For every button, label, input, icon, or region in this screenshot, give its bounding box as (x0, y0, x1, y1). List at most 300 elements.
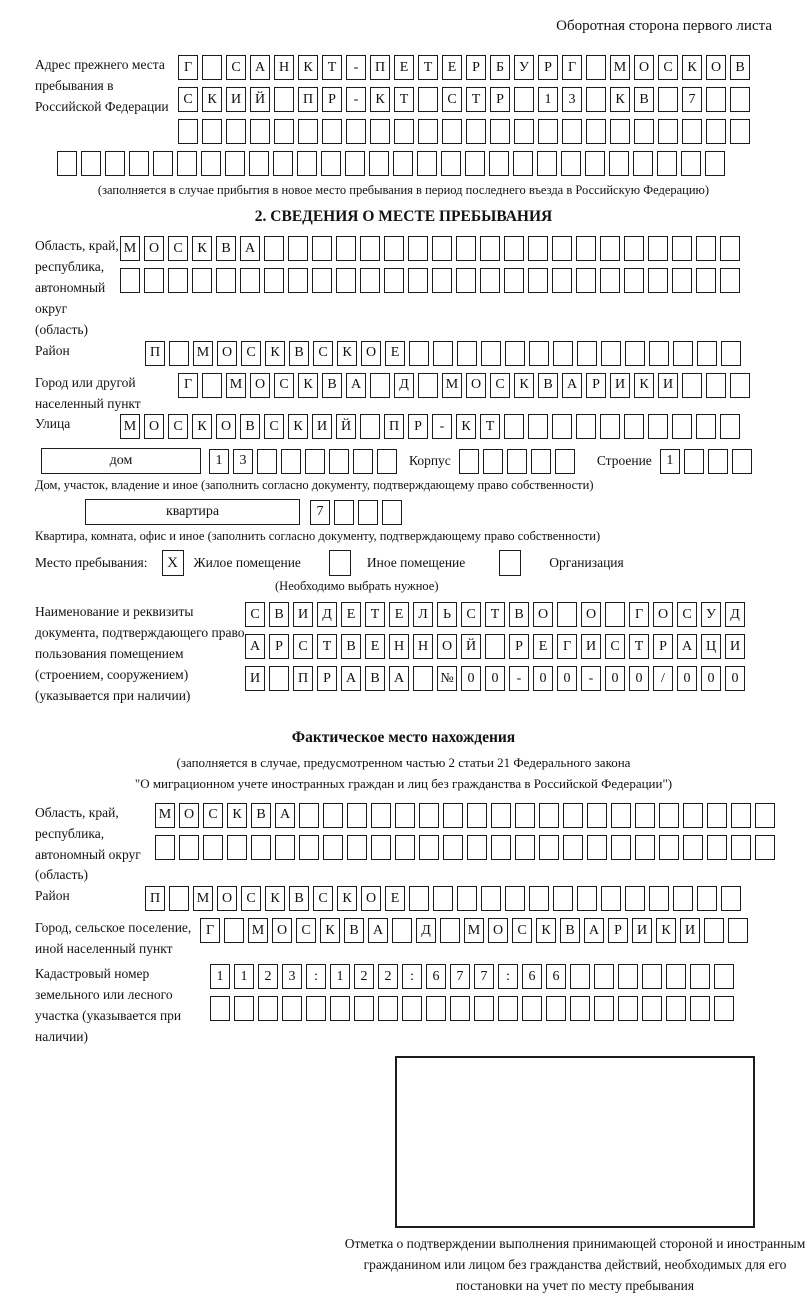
char-cell[interactable]: 1 (210, 964, 230, 989)
char-cell[interactable]: 1 (209, 449, 229, 474)
char-cell[interactable] (485, 634, 505, 659)
char-cell[interactable] (345, 151, 365, 176)
char-cell[interactable]: К (265, 886, 285, 911)
char-cell[interactable] (384, 268, 404, 293)
char-cell[interactable]: Р (322, 87, 342, 112)
char-cell[interactable] (672, 414, 692, 439)
char-cell[interactable] (522, 996, 542, 1021)
char-cell[interactable]: Т (317, 634, 337, 659)
char-cell[interactable]: К (656, 918, 676, 943)
char-cell[interactable] (658, 119, 678, 144)
char-cell[interactable]: И (581, 634, 601, 659)
char-cell[interactable]: : (402, 964, 422, 989)
char-cell[interactable]: М (193, 886, 213, 911)
char-cell[interactable] (528, 236, 548, 261)
char-cell[interactable] (625, 341, 645, 366)
char-cell[interactable]: Р (608, 918, 628, 943)
char-cell[interactable] (419, 835, 439, 860)
char-cell[interactable] (105, 151, 125, 176)
char-cell[interactable]: 0 (725, 666, 745, 691)
char-cell[interactable] (250, 119, 270, 144)
char-cell[interactable]: А (584, 918, 604, 943)
char-cell[interactable]: Н (274, 55, 294, 80)
char-cell[interactable]: А (250, 55, 270, 80)
char-cell[interactable] (682, 373, 702, 398)
char-cell[interactable]: 1 (660, 449, 680, 474)
char-cell[interactable] (728, 918, 748, 943)
char-cell[interactable] (706, 87, 726, 112)
char-cell[interactable] (210, 996, 230, 1021)
char-cell[interactable] (731, 803, 751, 828)
char-cell[interactable]: К (202, 87, 222, 112)
char-cell[interactable]: В (269, 602, 289, 627)
char-cell[interactable] (312, 236, 332, 261)
char-cell[interactable]: К (610, 87, 630, 112)
char-cell[interactable] (673, 886, 693, 911)
char-cell[interactable] (714, 996, 734, 1021)
char-cell[interactable] (546, 996, 566, 1021)
char-cell[interactable] (635, 835, 655, 860)
char-cell[interactable] (755, 803, 775, 828)
char-cell[interactable] (563, 835, 583, 860)
char-cell[interactable] (611, 835, 631, 860)
char-cell[interactable] (697, 886, 717, 911)
char-cell[interactable] (577, 886, 597, 911)
char-cell[interactable] (202, 373, 222, 398)
char-cell[interactable]: Г (557, 634, 577, 659)
char-cell[interactable]: 0 (605, 666, 625, 691)
char-cell[interactable]: Р (269, 634, 289, 659)
char-cell[interactable]: С (274, 373, 294, 398)
char-cell[interactable] (178, 119, 198, 144)
char-cell[interactable]: 3 (562, 87, 582, 112)
char-cell[interactable] (282, 996, 302, 1021)
char-cell[interactable]: Г (562, 55, 582, 80)
char-cell[interactable] (432, 268, 452, 293)
char-cell[interactable]: 2 (354, 964, 374, 989)
char-cell[interactable]: 7 (682, 87, 702, 112)
char-cell[interactable]: С (264, 414, 284, 439)
char-cell[interactable] (624, 268, 644, 293)
char-cell[interactable] (672, 236, 692, 261)
char-cell[interactable] (201, 151, 221, 176)
char-cell[interactable] (382, 500, 402, 525)
char-cell[interactable] (659, 835, 679, 860)
char-cell[interactable] (539, 803, 559, 828)
char-cell[interactable] (552, 236, 572, 261)
char-cell[interactable]: Н (413, 634, 433, 659)
char-cell[interactable]: О (581, 602, 601, 627)
char-cell[interactable] (586, 55, 606, 80)
char-cell[interactable]: В (251, 803, 271, 828)
char-cell[interactable] (618, 964, 638, 989)
char-cell[interactable]: А (275, 803, 295, 828)
char-cell[interactable] (120, 268, 140, 293)
char-cell[interactable] (609, 151, 629, 176)
char-cell[interactable] (224, 918, 244, 943)
char-cell[interactable] (553, 341, 573, 366)
char-cell[interactable]: И (226, 87, 246, 112)
char-cell[interactable]: В (240, 414, 260, 439)
char-cell[interactable]: С (168, 236, 188, 261)
char-cell[interactable] (299, 835, 319, 860)
char-cell[interactable] (360, 414, 380, 439)
char-cell[interactable]: И (725, 634, 745, 659)
char-cell[interactable]: С (605, 634, 625, 659)
char-cell[interactable] (370, 119, 390, 144)
char-cell[interactable]: О (488, 918, 508, 943)
char-cell[interactable] (225, 151, 245, 176)
char-cell[interactable] (648, 236, 668, 261)
checkbox-zhiloe[interactable]: X (162, 550, 184, 576)
char-cell[interactable]: О (361, 886, 381, 911)
char-cell[interactable] (731, 835, 751, 860)
char-cell[interactable]: Р (586, 373, 606, 398)
char-cell[interactable] (202, 119, 222, 144)
char-cell[interactable]: В (344, 918, 364, 943)
char-cell[interactable]: В (289, 886, 309, 911)
char-cell[interactable] (409, 341, 429, 366)
char-cell[interactable]: С (658, 55, 678, 80)
char-cell[interactable]: И (658, 373, 678, 398)
char-cell[interactable]: К (337, 886, 357, 911)
char-cell[interactable] (539, 835, 559, 860)
char-cell[interactable] (649, 886, 669, 911)
char-cell[interactable] (505, 886, 525, 911)
char-cell[interactable]: Е (442, 55, 462, 80)
char-cell[interactable] (505, 341, 525, 366)
char-cell[interactable] (553, 886, 573, 911)
char-cell[interactable]: П (293, 666, 313, 691)
char-cell[interactable] (353, 449, 373, 474)
char-cell[interactable]: 1 (330, 964, 350, 989)
char-cell[interactable] (323, 803, 343, 828)
char-cell[interactable]: Р (408, 414, 428, 439)
char-cell[interactable] (169, 886, 189, 911)
char-cell[interactable] (707, 835, 727, 860)
char-cell[interactable] (393, 151, 413, 176)
char-cell[interactable]: : (306, 964, 326, 989)
char-cell[interactable] (697, 341, 717, 366)
char-cell[interactable]: Р (466, 55, 486, 80)
char-cell[interactable] (601, 341, 621, 366)
char-cell[interactable]: П (298, 87, 318, 112)
char-cell[interactable] (264, 268, 284, 293)
char-cell[interactable]: Р (653, 634, 673, 659)
char-cell[interactable] (323, 835, 343, 860)
char-cell[interactable] (456, 236, 476, 261)
char-cell[interactable]: А (346, 373, 366, 398)
char-cell[interactable] (696, 414, 716, 439)
char-cell[interactable]: К (536, 918, 556, 943)
char-cell[interactable] (273, 151, 293, 176)
char-cell[interactable] (507, 449, 527, 474)
char-cell[interactable]: Т (466, 87, 486, 112)
char-cell[interactable]: Й (461, 634, 481, 659)
char-cell[interactable] (369, 151, 389, 176)
char-cell[interactable] (730, 373, 750, 398)
char-cell[interactable] (443, 803, 463, 828)
char-cell[interactable]: О (216, 414, 236, 439)
char-cell[interactable] (480, 236, 500, 261)
char-cell[interactable] (144, 268, 164, 293)
char-cell[interactable] (467, 835, 487, 860)
char-cell[interactable]: 3 (233, 449, 253, 474)
char-cell[interactable] (552, 414, 572, 439)
char-cell[interactable] (168, 268, 188, 293)
char-cell[interactable]: Т (418, 55, 438, 80)
char-cell[interactable] (657, 151, 677, 176)
char-cell[interactable]: О (437, 634, 457, 659)
char-cell[interactable]: В (730, 55, 750, 80)
char-cell[interactable] (457, 886, 477, 911)
char-cell[interactable]: О (217, 886, 237, 911)
char-cell[interactable] (441, 151, 461, 176)
char-cell[interactable]: И (293, 602, 313, 627)
char-cell[interactable] (531, 449, 551, 474)
char-cell[interactable]: Й (336, 414, 356, 439)
char-cell[interactable] (683, 803, 703, 828)
char-cell[interactable] (587, 835, 607, 860)
char-cell[interactable] (587, 803, 607, 828)
char-cell[interactable] (570, 996, 590, 1021)
char-cell[interactable] (600, 268, 620, 293)
char-cell[interactable] (720, 236, 740, 261)
char-cell[interactable] (504, 414, 524, 439)
char-cell[interactable] (129, 151, 149, 176)
char-cell[interactable] (249, 151, 269, 176)
char-cell[interactable] (408, 236, 428, 261)
char-cell[interactable] (481, 886, 501, 911)
char-cell[interactable] (360, 268, 380, 293)
char-cell[interactable] (457, 341, 477, 366)
char-cell[interactable] (673, 341, 693, 366)
char-cell[interactable]: С (293, 634, 313, 659)
char-cell[interactable] (642, 996, 662, 1021)
char-cell[interactable] (515, 835, 535, 860)
char-cell[interactable] (555, 449, 575, 474)
char-cell[interactable]: Д (416, 918, 436, 943)
char-cell[interactable] (600, 414, 620, 439)
char-cell[interactable] (504, 268, 524, 293)
char-cell[interactable] (433, 886, 453, 911)
char-cell[interactable]: П (145, 341, 165, 366)
char-cell[interactable] (288, 236, 308, 261)
char-cell[interactable]: 2 (378, 964, 398, 989)
char-cell[interactable] (730, 87, 750, 112)
checkbox-org[interactable] (499, 550, 521, 576)
char-cell[interactable]: - (432, 414, 452, 439)
char-cell[interactable] (730, 119, 750, 144)
char-cell[interactable]: Е (394, 55, 414, 80)
char-cell[interactable]: Б (490, 55, 510, 80)
char-cell[interactable] (562, 119, 582, 144)
char-cell[interactable]: 6 (426, 964, 446, 989)
char-cell[interactable] (721, 341, 741, 366)
char-cell[interactable] (570, 964, 590, 989)
char-cell[interactable] (234, 996, 254, 1021)
char-cell[interactable] (696, 268, 716, 293)
char-cell[interactable]: О (533, 602, 553, 627)
char-cell[interactable] (696, 236, 716, 261)
char-cell[interactable]: - (581, 666, 601, 691)
char-cell[interactable] (594, 996, 614, 1021)
char-cell[interactable]: Ц (701, 634, 721, 659)
char-cell[interactable]: К (370, 87, 390, 112)
char-cell[interactable]: У (701, 602, 721, 627)
char-cell[interactable] (203, 835, 223, 860)
char-cell[interactable]: С (245, 602, 265, 627)
char-cell[interactable]: М (464, 918, 484, 943)
char-cell[interactable]: У (514, 55, 534, 80)
char-cell[interactable] (329, 449, 349, 474)
char-cell[interactable]: С (313, 341, 333, 366)
char-cell[interactable] (704, 918, 724, 943)
char-cell[interactable]: 6 (546, 964, 566, 989)
char-cell[interactable]: С (241, 341, 261, 366)
char-cell[interactable]: Н (389, 634, 409, 659)
char-cell[interactable]: М (610, 55, 630, 80)
char-cell[interactable] (459, 449, 479, 474)
char-cell[interactable]: О (179, 803, 199, 828)
char-cell[interactable] (346, 119, 366, 144)
char-cell[interactable]: 6 (522, 964, 542, 989)
char-cell[interactable] (634, 119, 654, 144)
char-cell[interactable]: О (466, 373, 486, 398)
char-cell[interactable] (467, 803, 487, 828)
char-cell[interactable] (514, 87, 534, 112)
char-cell[interactable]: И (312, 414, 332, 439)
char-cell[interactable] (288, 268, 308, 293)
char-cell[interactable]: Р (509, 634, 529, 659)
char-cell[interactable] (586, 87, 606, 112)
char-cell[interactable] (402, 996, 422, 1021)
char-cell[interactable]: С (677, 602, 697, 627)
char-cell[interactable] (489, 151, 509, 176)
char-cell[interactable] (408, 268, 428, 293)
char-cell[interactable]: О (144, 414, 164, 439)
char-cell[interactable] (666, 964, 686, 989)
char-cell[interactable] (576, 414, 596, 439)
char-cell[interactable] (552, 268, 572, 293)
char-cell[interactable]: М (226, 373, 246, 398)
char-cell[interactable] (714, 964, 734, 989)
char-cell[interactable] (649, 341, 669, 366)
char-cell[interactable]: 0 (677, 666, 697, 691)
char-cell[interactable] (504, 236, 524, 261)
char-cell[interactable] (216, 268, 236, 293)
char-cell[interactable] (177, 151, 197, 176)
char-cell[interactable] (633, 151, 653, 176)
char-cell[interactable]: А (341, 666, 361, 691)
char-cell[interactable]: М (248, 918, 268, 943)
char-cell[interactable]: О (250, 373, 270, 398)
char-cell[interactable] (384, 236, 404, 261)
char-cell[interactable] (202, 55, 222, 80)
char-cell[interactable]: К (288, 414, 308, 439)
char-cell[interactable]: Д (317, 602, 337, 627)
char-cell[interactable]: 2 (258, 964, 278, 989)
char-cell[interactable]: С (241, 886, 261, 911)
char-cell[interactable]: М (155, 803, 175, 828)
char-cell[interactable]: В (216, 236, 236, 261)
char-cell[interactable]: Е (385, 341, 405, 366)
char-cell[interactable]: В (341, 634, 361, 659)
char-cell[interactable] (378, 996, 398, 1021)
char-cell[interactable] (251, 835, 271, 860)
char-cell[interactable]: Е (389, 602, 409, 627)
char-cell[interactable] (480, 268, 500, 293)
kvartira-box[interactable]: квартира (85, 499, 300, 525)
char-cell[interactable] (491, 835, 511, 860)
char-cell[interactable]: Т (480, 414, 500, 439)
char-cell[interactable] (483, 449, 503, 474)
char-cell[interactable] (450, 996, 470, 1021)
char-cell[interactable]: / (653, 666, 673, 691)
char-cell[interactable]: 0 (701, 666, 721, 691)
char-cell[interactable] (648, 414, 668, 439)
char-cell[interactable] (395, 803, 415, 828)
char-cell[interactable] (440, 918, 460, 943)
char-cell[interactable] (347, 803, 367, 828)
char-cell[interactable] (706, 119, 726, 144)
char-cell[interactable]: 0 (461, 666, 481, 691)
char-cell[interactable]: И (632, 918, 652, 943)
char-cell[interactable] (371, 835, 391, 860)
char-cell[interactable]: К (298, 55, 318, 80)
char-cell[interactable] (281, 449, 301, 474)
char-cell[interactable]: С (226, 55, 246, 80)
char-cell[interactable]: Р (317, 666, 337, 691)
char-cell[interactable] (312, 268, 332, 293)
char-cell[interactable]: В (560, 918, 580, 943)
char-cell[interactable]: В (289, 341, 309, 366)
char-cell[interactable]: К (456, 414, 476, 439)
char-cell[interactable] (330, 996, 350, 1021)
char-cell[interactable]: Г (629, 602, 649, 627)
char-cell[interactable] (360, 236, 380, 261)
char-cell[interactable]: С (442, 87, 462, 112)
char-cell[interactable]: О (144, 236, 164, 261)
char-cell[interactable] (269, 666, 289, 691)
char-cell[interactable] (681, 151, 701, 176)
char-cell[interactable] (321, 151, 341, 176)
char-cell[interactable] (705, 151, 725, 176)
char-cell[interactable] (466, 119, 486, 144)
char-cell[interactable] (720, 414, 740, 439)
char-cell[interactable] (474, 996, 494, 1021)
char-cell[interactable] (576, 236, 596, 261)
char-cell[interactable]: А (677, 634, 697, 659)
char-cell[interactable]: Е (341, 602, 361, 627)
char-cell[interactable] (529, 341, 549, 366)
char-cell[interactable]: 7 (474, 964, 494, 989)
char-cell[interactable]: Е (365, 634, 385, 659)
char-cell[interactable] (371, 803, 391, 828)
char-cell[interactable] (179, 835, 199, 860)
char-cell[interactable]: - (509, 666, 529, 691)
char-cell[interactable] (514, 119, 534, 144)
char-cell[interactable] (298, 119, 318, 144)
char-cell[interactable] (334, 500, 354, 525)
char-cell[interactable] (322, 119, 342, 144)
char-cell[interactable] (433, 341, 453, 366)
char-cell[interactable] (666, 996, 686, 1021)
char-cell[interactable] (601, 886, 621, 911)
char-cell[interactable]: М (120, 414, 140, 439)
char-cell[interactable]: Л (413, 602, 433, 627)
char-cell[interactable]: О (272, 918, 292, 943)
